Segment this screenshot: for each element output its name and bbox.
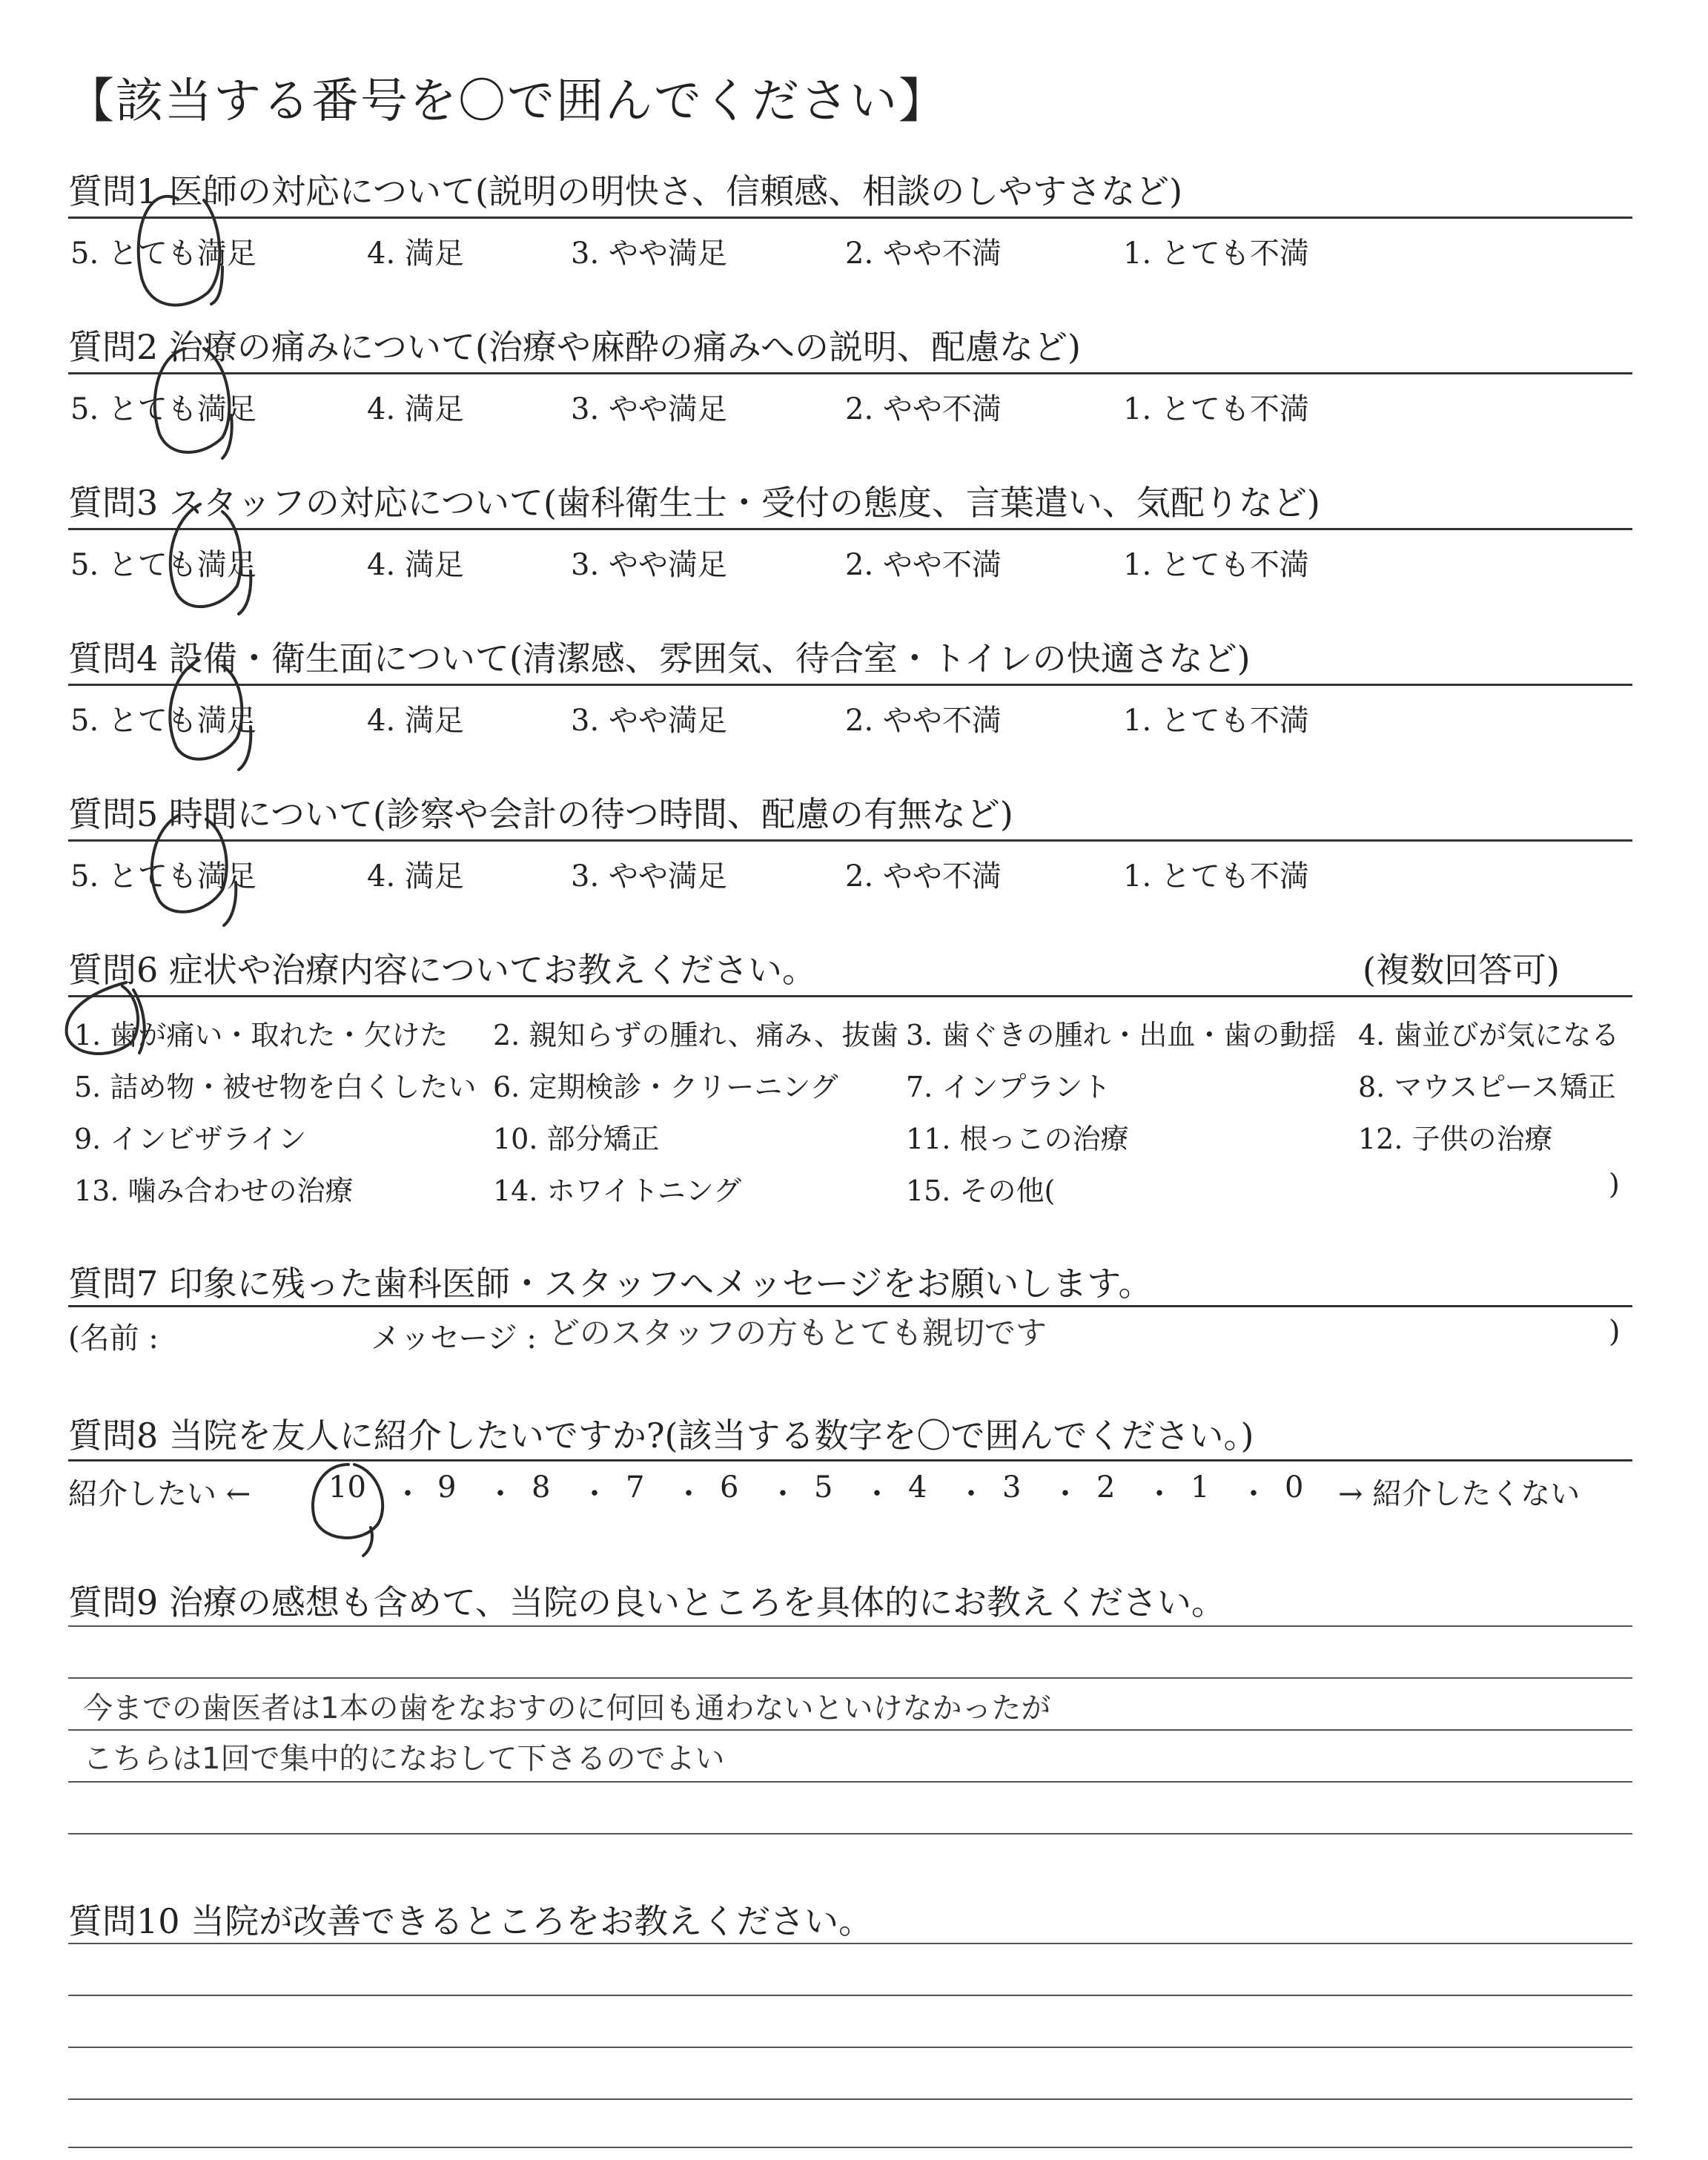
q8-dot: ・ <box>580 1477 609 1511</box>
q1-option-1[interactable]: 1. とても不満 <box>1123 237 1309 271</box>
q2-option-3[interactable]: 3. やや満足 <box>571 392 727 426</box>
q8-number-2[interactable]: 2 <box>1096 1470 1116 1505</box>
q6-option-15[interactable]: 15. その他( <box>906 1175 1056 1207</box>
q2-option-5[interactable]: 5. とても満足 <box>70 392 256 426</box>
q7-close-paren: ) <box>1609 1315 1621 1349</box>
q10-answer-line <box>68 2047 1632 2048</box>
question-1-rule <box>68 217 1632 219</box>
q6-option-12[interactable]: 12. 子供の治療 <box>1358 1123 1553 1155</box>
q8-dot: ・ <box>1050 1477 1080 1511</box>
q5-option-1[interactable]: 1. とても不満 <box>1123 859 1309 894</box>
q6-option-4[interactable]: 4. 歯並びが気になる <box>1358 1019 1620 1051</box>
q6-option-9[interactable]: 9. インビザライン <box>74 1123 307 1155</box>
q9-answer-line <box>68 1729 1632 1731</box>
q6-option-10[interactable]: 10. 部分矯正 <box>493 1123 660 1155</box>
q4-option-5[interactable]: 5. とても満足 <box>70 704 256 738</box>
q10-answer-line <box>68 2098 1632 2100</box>
question-5-label: 質問5 時間について(診察や会計の待つ時間、配慮の有無など) <box>68 794 1013 834</box>
q8-number-6[interactable]: 6 <box>720 1470 739 1505</box>
question-4-label: 質問4 設備・衛生面について(清潔感、雰囲気、待合室・トイレの快適さなど) <box>68 638 1251 678</box>
q3-option-4[interactable]: 4. 満足 <box>367 548 464 582</box>
q8-dot: ・ <box>674 1477 704 1511</box>
q5-option-5[interactable]: 5. とても満足 <box>70 859 256 894</box>
q9-answer-line-1[interactable]: 今までの歯医者は1本の歯をなおすのに何回も通わないといけなかったが <box>83 1691 1051 1725</box>
question-2-label: 質問2 治療の痛みについて(治療や麻酔の痛みへの説明、配慮など) <box>68 327 1081 367</box>
q9-answer-line <box>68 1833 1632 1834</box>
q6-option-2[interactable]: 2. 親知らずの腫れ、痛み、抜歯 <box>493 1019 898 1051</box>
question-1-label: 質問1 医師の対応について(説明の明快さ、信頼感、相談のしやすさなど) <box>68 171 1183 211</box>
q8-number-7[interactable]: 7 <box>626 1470 645 1505</box>
question-6-label: 質問6 症状や治療内容についてお教えください。 <box>68 950 816 990</box>
q6-option-13[interactable]: 13. 噛み合わせの治療 <box>74 1175 354 1207</box>
q7-name-label: (名前 : <box>68 1321 159 1355</box>
q5-option-4[interactable]: 4. 満足 <box>367 859 464 894</box>
q8-dot: ・ <box>393 1477 423 1511</box>
q9-answer-line <box>68 1677 1632 1679</box>
q6-option-1[interactable]: 1. 歯が痛い・取れた・欠けた <box>74 1019 448 1051</box>
question-6-rule <box>68 995 1632 997</box>
q8-number-8[interactable]: 8 <box>532 1470 551 1505</box>
q4-option-1[interactable]: 1. とても不満 <box>1123 704 1309 738</box>
question-7-rule <box>68 1305 1632 1307</box>
question-3-label: 質問3 スタッフの対応について(歯科衛生士・受付の態度、言葉遣い、気配りなど) <box>68 483 1320 523</box>
q3-option-5[interactable]: 5. とても満足 <box>70 548 256 582</box>
q6-option-11[interactable]: 11. 根っこの治療 <box>906 1123 1129 1155</box>
question-4-rule <box>68 684 1632 686</box>
q6-option-3[interactable]: 3. 歯ぐきの腫れ・出血・歯の動揺 <box>906 1019 1337 1051</box>
question-10-label: 質問10 当院が改善できるところをお教えください。 <box>68 1901 873 1941</box>
q4-option-3[interactable]: 3. やや満足 <box>571 704 727 738</box>
q1-option-3[interactable]: 3. やや満足 <box>571 237 727 271</box>
q6-option-14[interactable]: 14. ホワイトニング <box>493 1175 742 1207</box>
q8-dot: ・ <box>1145 1477 1174 1511</box>
q9-answer-line <box>68 1781 1632 1783</box>
q2-option-2[interactable]: 2. やや不満 <box>845 392 1002 426</box>
q8-number-0[interactable]: 0 <box>1285 1470 1304 1505</box>
question-3-rule <box>68 528 1632 530</box>
q10-answer-line <box>68 1943 1632 1944</box>
question-6-multi-note: (複数回答可) <box>1363 950 1560 990</box>
q8-dot: ・ <box>486 1477 515 1511</box>
q8-number-1[interactable]: 1 <box>1191 1470 1210 1505</box>
q6-option-8[interactable]: 8. マウスピース矯正 <box>1358 1071 1616 1103</box>
q8-dot: ・ <box>956 1477 986 1511</box>
q4-option-4[interactable]: 4. 満足 <box>367 704 464 738</box>
question-8-label: 質問8 当院を友人に紹介したいですか?(該当する数字を〇で囲んでください。) <box>68 1416 1254 1456</box>
q3-option-3[interactable]: 3. やや満足 <box>571 548 727 582</box>
q1-option-4[interactable]: 4. 満足 <box>367 237 464 271</box>
q1-option-5[interactable]: 5. とても満足 <box>70 237 256 271</box>
question-5-rule <box>68 839 1632 842</box>
q9-answer-line-2[interactable]: こちらは1回で集中的になおして下さるのでよい <box>83 1742 725 1776</box>
q10-answer-line <box>68 2147 1632 2148</box>
q9-answer-line <box>68 1625 1632 1627</box>
q8-dot: ・ <box>1239 1477 1268 1511</box>
q7-message-label: メッセージ : <box>371 1321 537 1355</box>
q2-option-1[interactable]: 1. とても不満 <box>1123 392 1309 426</box>
q4-option-2[interactable]: 2. やや不満 <box>845 704 1002 738</box>
q6-option-15-close: ) <box>1609 1168 1620 1200</box>
q8-right-label: → 紹介したくない <box>1338 1477 1580 1511</box>
question-7-label: 質問7 印象に残った歯科医師・スタッフへメッセージをお願いします。 <box>68 1264 1153 1304</box>
q6-option-6[interactable]: 6. 定期検診・クリーニング <box>493 1071 838 1103</box>
q8-number-5[interactable]: 5 <box>814 1470 833 1505</box>
q8-left-label: 紹介したい ← <box>68 1477 251 1511</box>
q8-number-4[interactable]: 4 <box>908 1470 927 1505</box>
q8-number-3[interactable]: 3 <box>1002 1470 1022 1505</box>
question-9-label: 質問9 治療の感想も含めて、当院の良いところを具体的にお教えください。 <box>68 1582 1225 1622</box>
q8-number-9[interactable]: 9 <box>437 1470 457 1505</box>
q3-option-1[interactable]: 1. とても不満 <box>1123 548 1309 582</box>
q5-option-3[interactable]: 3. やや満足 <box>571 859 727 894</box>
question-2-rule <box>68 372 1632 374</box>
q6-option-5[interactable]: 5. 詰め物・被せ物を白くしたい <box>74 1071 477 1103</box>
q3-option-2[interactable]: 2. やや不満 <box>845 548 1002 582</box>
q6-option-7[interactable]: 7. インプラント <box>906 1071 1111 1103</box>
q8-dot: ・ <box>768 1477 798 1511</box>
q2-option-4[interactable]: 4. 満足 <box>367 392 464 426</box>
q5-option-2[interactable]: 2. やや不満 <box>845 859 1002 894</box>
question-8-rule <box>68 1459 1632 1462</box>
form-title: 【該当する番号を〇で囲んでください】 <box>67 74 947 129</box>
q8-dot: ・ <box>862 1477 892 1511</box>
q1-option-2[interactable]: 2. やや不満 <box>845 237 1002 271</box>
q8-number-10[interactable]: 10 <box>328 1470 366 1505</box>
q10-answer-line <box>68 1995 1632 1996</box>
q7-message-value[interactable]: どのスタッフの方もとても親切です <box>549 1315 1047 1351</box>
